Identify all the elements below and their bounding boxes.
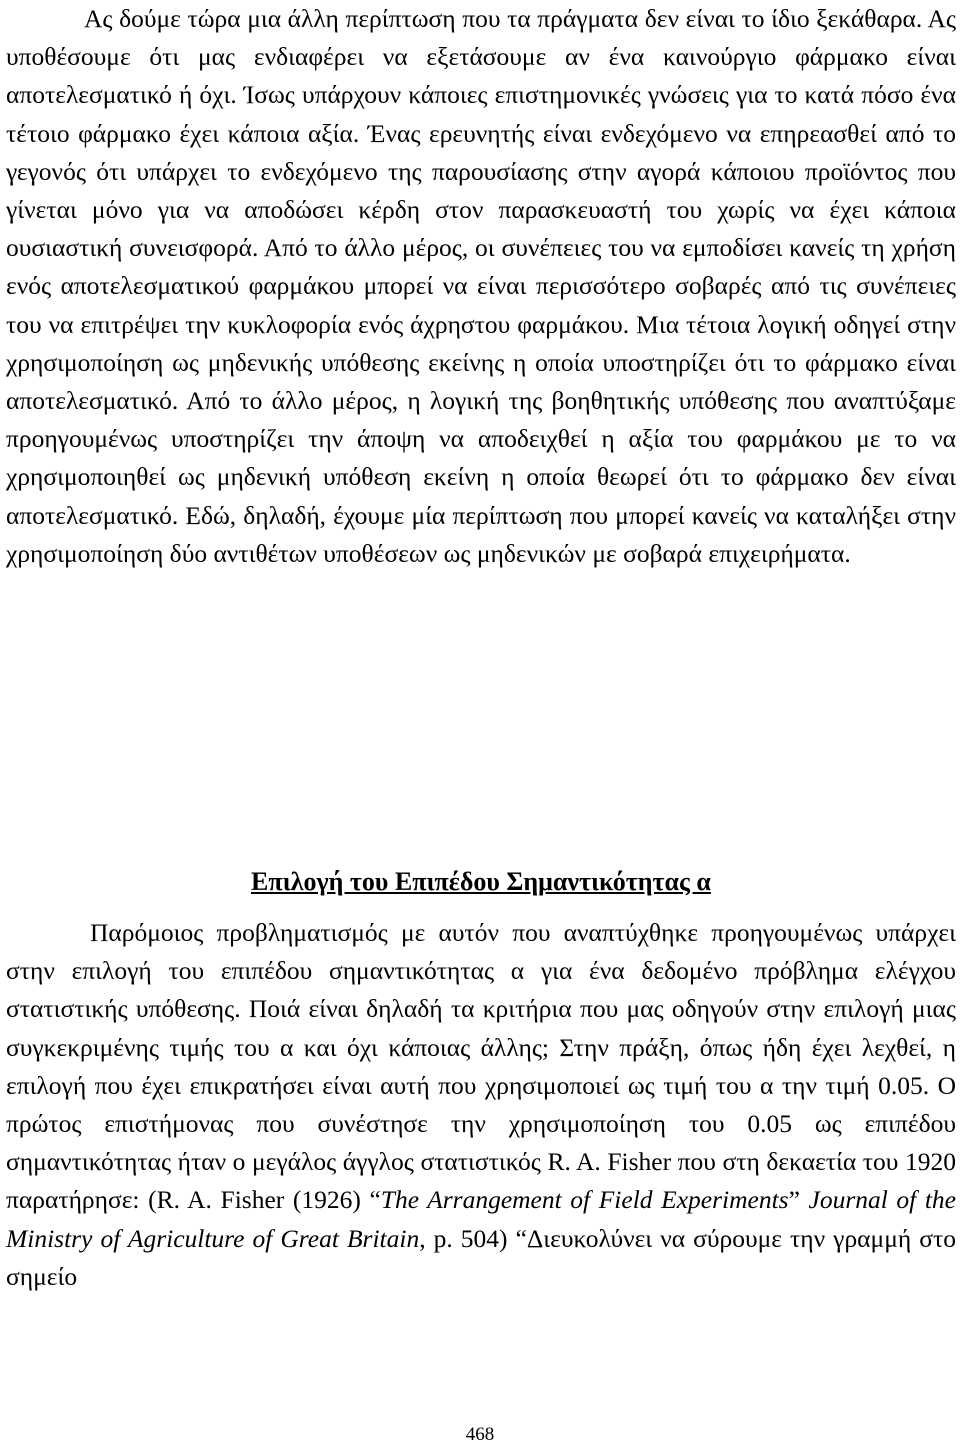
journal-title: Journal of the Ministry of Agriculture of Great Britain: [6, 1185, 956, 1253]
paragraph-2-text: Παρόμοιος προβληματισμός με αυτόν που αναπτύχθηκε προηγουμένως υπάρχει στην επιλογή του επιπέδου σημαντικότητας α για ένα δεδομένο πρόβλημα ελέγχου στατιστικής υπόθεσης. Ποιά είναι δηλαδή τα κριτήρια που μας οδηγούν στην επιλογή μιας συγκεκριμένης τιμής του α και όχι κάποιας άλλης; Στην πράξη, όπως ήδη έχει λεχθεί, η επιλογή που έχει επικρατήσει είναι αυτή που χρησιμοποιεί ως τιμή του α την τιμή 0.05. Ο πρώτος επιστήμονας που συνέστησε την χρησιμοποίηση του 0.05 ως επιπέδου σημαντικότητας ήταν ο μεγάλος άγγλος στατιστικός R. A. Fisher που στη δεκαετία του 1920 παρατήρησε: (R. A. Fisher (1926): [6, 918, 956, 1215]
paragraph-2-continuation: , p. 504) “Διευκολύνει να σύρουμε την γραμμή στο σημείο: [6, 1223, 956, 1291]
paragraph-2: [6, 914, 956, 1296]
paragraph-1-text: Ας δούμε τώρα μια άλλη περίπτωση που τα πράγματα δεν είναι το ίδιο ξεκάθαρα. Ας υποθέσουμε ότι μας ενδιαφέρει να εξετάσουμε αν ένα καινούργιο φάρμακο είναι αποτελεσματικό ή όχι. Ίσως υπάρχουν κάποιες επιστημονικές γνώσεις για το κατά πόσο ένα τέτοιο φάρμακο έχει κάποια αξία. Ένας ερευνητής είναι ενδεχόμενο να επηρεασθεί από το γεγονός ότι υπάρχει το ενδεχόμενο της παρουσίασης στην αγορά κάποιου προϊόντος που γίνεται μόνο για να αποδώσει κέρδη στον παρασκευαστή του χωρίς να έχει κάποια ουσιαστική συνεισφορά. Από το άλλο μέρος, οι συνέπειες του να εμποδίσει κανείς τη χρήση ενός αποτελεσματικού φαρμάκου μπορεί να είναι περισσότερο σοβαρές από τις συνέπειες του να επιτρέψει την κυκλοφορία ενός άχρηστου φαρμάκου. Μια τέτοια λογική οδηγεί στην χρησιμοποίηση ως μηδενικής υπόθεσης εκείνης η οποία υποστηρίζει ότι το φάρμακο είναι αποτελεσματικό. Από το άλλο μέρος, η λογική της βοηθητικής υπόθεσης που αναπτύξαμε προηγουμένως υποστηρίζει την άποψη να αποδειχθεί η αξία του φαρμάκου με το να χρησιμοποιηθεί ως μηδενική υπόθεση εκείνη η οποία θεωρεί ότι το φάρμακο δεν είναι αποτελεσματικό. Εδώ, δηλαδή, έχουμε μία περίπτωση που μπορεί κανείς να καταλήξει στην χρησιμοποίηση δύο αντιθέτων υποθέσεων ως μηδενικών με σοβαρά επιχειρήματα.: [6, 4, 956, 568]
section-heading: [6, 863, 956, 901]
citation-open-quote: “: [369, 1185, 381, 1215]
article-title: The Arrangement of Field Experiments: [380, 1185, 789, 1215]
citation-close-quote: ”: [788, 1185, 800, 1215]
page-number: 468: [465, 1424, 495, 1445]
section-heading-text: Επιλογή του Επιπέδου Σημαντικότητας α: [251, 867, 711, 896]
citation-space: [800, 1185, 809, 1214]
paragraph-1: [6, 0, 956, 573]
